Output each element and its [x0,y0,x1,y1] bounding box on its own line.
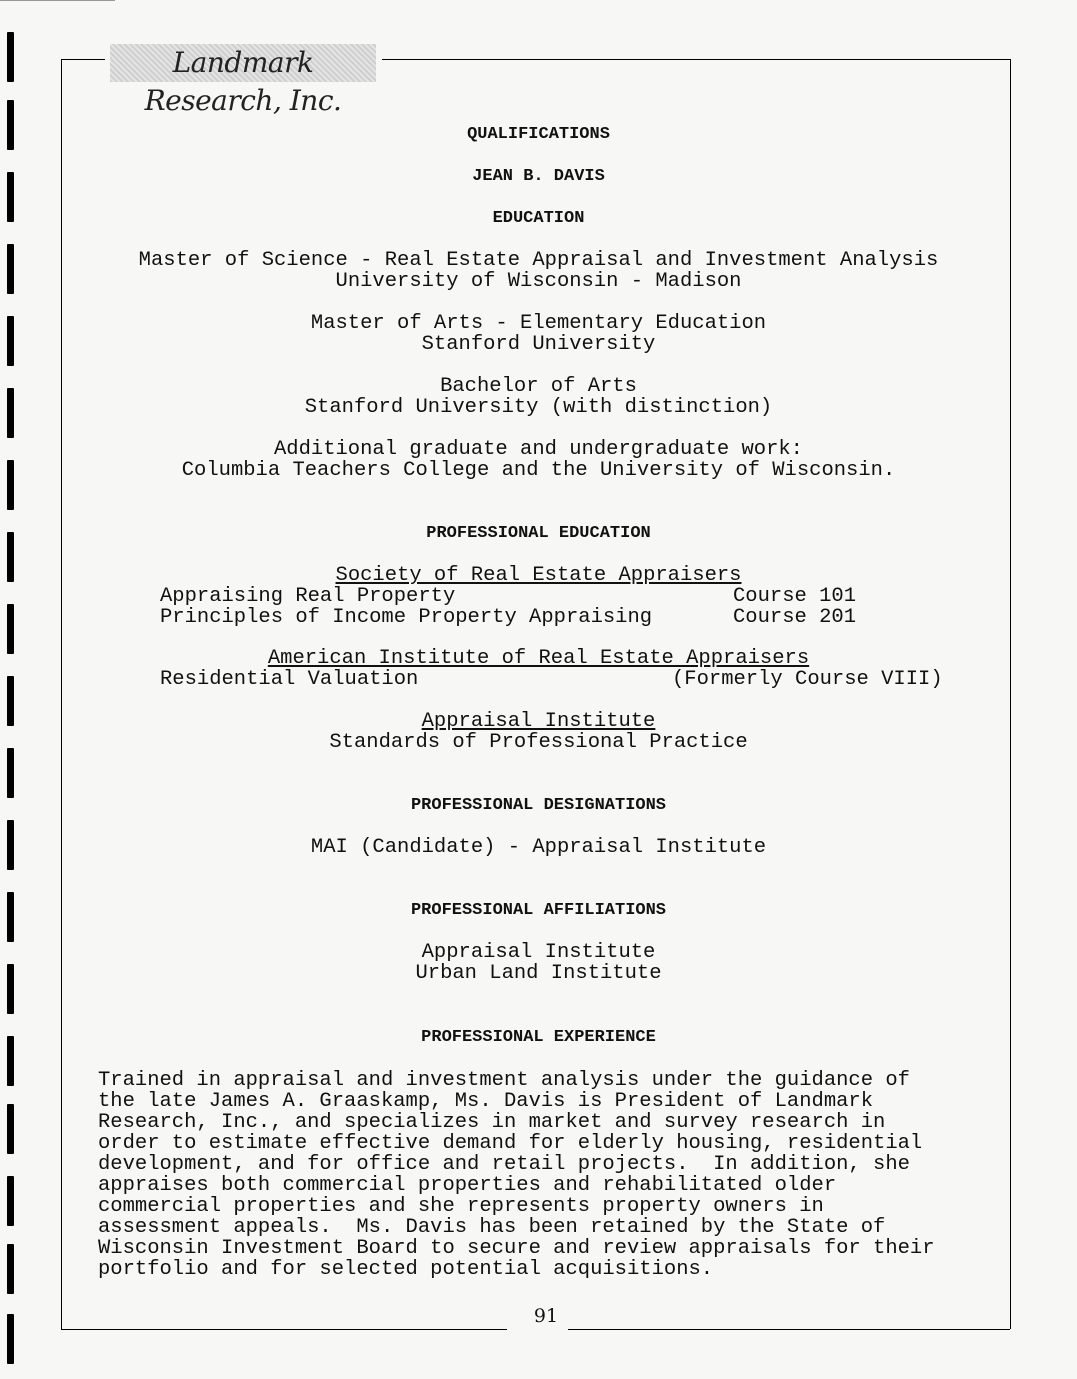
binder-hole [7,748,14,798]
org-sreaa: Society of Real Estate Appraisers [335,564,742,587]
course-name: Appraising Real Property [160,585,456,608]
education-degree: Master of Science - Real Estate Appraisal and Investment Analysis [138,249,939,272]
education-degree: Master of Arts - Elementary Education [310,312,767,335]
frame-rule [568,1329,1010,1330]
course-code: Course 201 [733,606,857,629]
experience-line: Research, Inc., and specializes in market and survey research in [98,1111,886,1134]
experience-line: Trained in appraisal and investment analysis under the guidance of [98,1069,910,1092]
document-title: QUALIFICATIONS [467,125,610,144]
education-school: Stanford University (with distinction) [304,396,773,419]
section-heading-education: EDUCATION [492,209,585,228]
person-name: JEAN B. DAVIS [472,167,605,186]
experience-line: appraises both commercial properties and rehabilitated older [98,1174,837,1197]
binder-hole [7,1314,14,1364]
section-heading-experience: PROFESSIONAL EXPERIENCE [421,1028,656,1047]
experience-line: assessment appeals. Ms. Davis has been retained by the State of [98,1216,886,1239]
binder-hole [7,1176,14,1226]
letterhead-logo: Landmark Research, Inc. [110,44,376,82]
designation-item: MAI (Candidate) - Appraisal Institute [310,836,767,859]
education-degree: Additional graduate and undergraduate work: [274,438,803,461]
frame-rule [382,59,1010,60]
page-number: 91 [533,1305,559,1327]
section-heading-professional-education: PROFESSIONAL EDUCATION [426,524,651,543]
affiliation-item: Urban Land Institute [415,962,662,985]
education-school: University of Wisconsin - Madison [335,270,742,293]
course-code: (Formerly Course VIII) [672,668,943,691]
org-aireaa: American Institute of Real Estate Appraisers [267,647,810,670]
course-code: Course 101 [733,585,857,608]
experience-line: commercial properties and she represents property owners in [98,1195,824,1218]
top-rule [0,0,115,1]
experience-line: the late James A. Graaskamp, Ms. Davis is President of Landmark [98,1090,874,1113]
experience-line: development, and for office and retail projects. In addition, she [98,1153,910,1176]
course-name: Standards of Professional Practice [329,731,748,754]
experience-line: Wisconsin Investment Board to secure and review appraisals for their [98,1237,935,1260]
education-school: Stanford University [421,333,656,356]
experience-line: portfolio and for selected potential acquisitions. [98,1258,714,1281]
education-degree: Bachelor of Arts [440,375,637,398]
affiliation-item: Appraisal Institute [421,941,656,964]
org-appraisal-institute: Appraisal Institute [421,710,656,733]
experience-line: order to estimate effective demand for elderly housing, residential [98,1132,923,1155]
binder-hole [7,1104,14,1154]
section-heading-affiliations: PROFESSIONAL AFFILIATIONS [410,901,667,920]
binder-hole [7,1244,14,1294]
frame-rule [61,1329,507,1330]
frame-rule [61,59,105,60]
course-name: Residential Valuation [160,668,419,691]
education-school: Columbia Teachers College and the University of Wisconsin. [181,459,896,482]
course-name: Principles of Income Property Appraising [160,606,653,629]
binder-hole [7,32,14,82]
binder-hole [7,604,14,654]
section-heading-designations: PROFESSIONAL DESIGNATIONS [410,796,667,815]
